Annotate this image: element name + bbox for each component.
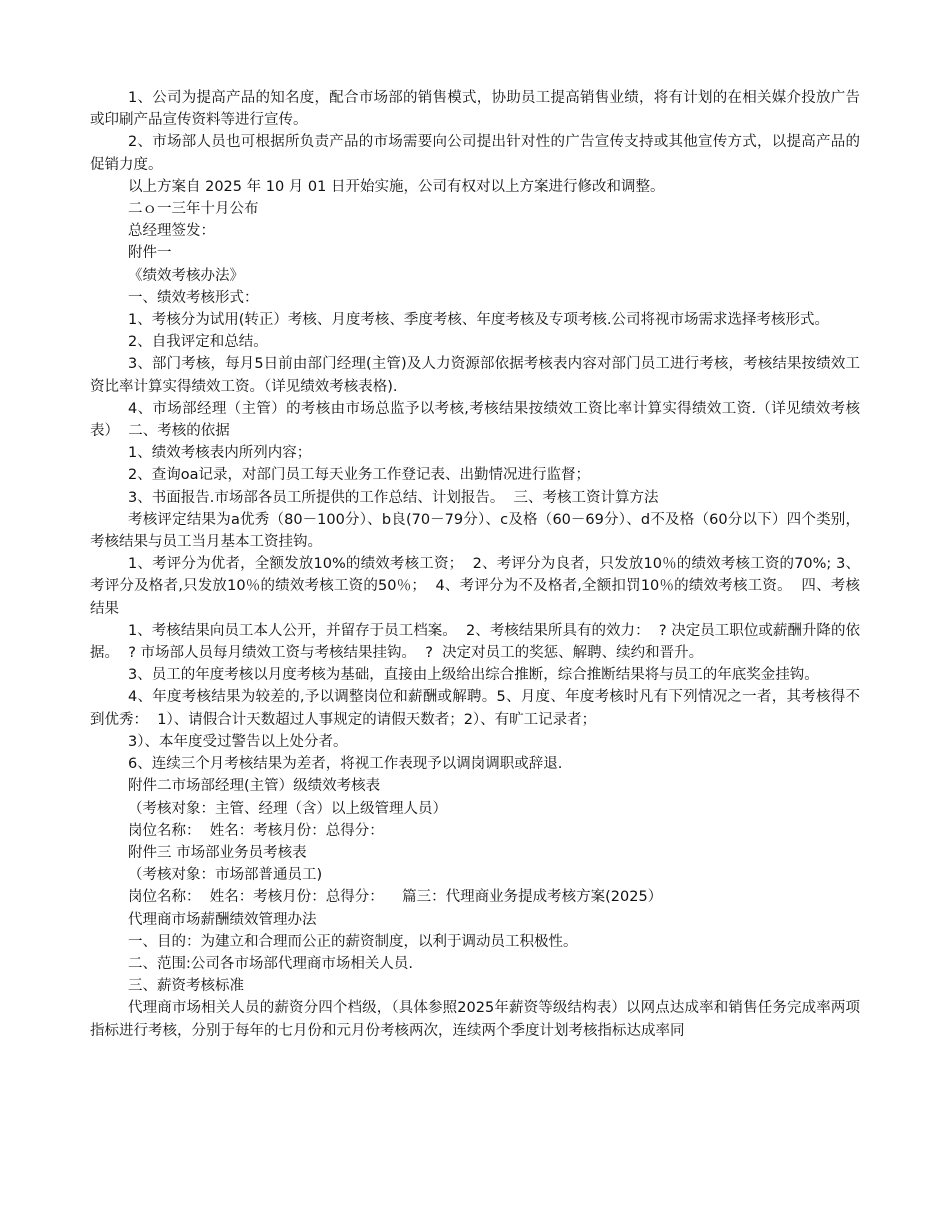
paragraph: 3、书面报告.市场部各员工所提供的工作总结、计划报告。 三、考核工资计算方法 [128, 489, 659, 506]
paragraph: 代理商市场相关人员的薪资分四个档级，（具体参照2025年薪资等级结构表）以网点达成率和销售任务完成率两项指标进行考核，分别于每年的七月份和元月份考核两次，连续两个季度计划考核指标达成率同 [90, 1000, 860, 1039]
paragraph: 6、连续三个月考核结果为差者，将视工作表现予以调岗调职或辞退. [128, 756, 563, 773]
paragraph: 《绩效考核办法》 [128, 267, 244, 284]
paragraph: 2、查询oa记录，对部门员工每天业务工作登记表、出勤情况进行监督； [128, 467, 590, 484]
paragraph: 岗位名称： 姓名：考核月份：总得分： 篇三：代理商业务提成考核方案(2025） [128, 889, 663, 906]
paragraph: 1、考核分为试用(转正）考核、月度考核、季度考核、年度考核及专项考核.公司将视市场需求选择考核形式。 [128, 312, 829, 329]
paragraph: 一、绩效考核形式： [128, 289, 259, 306]
paragraph: 3、部门考核，每月5日前由部门经理(主管)及人力资源部依据考核表内容对部门员工进行考核，考核结果按绩效工资比率计算实得绩效工资。（详见绩效考核表格). [90, 356, 860, 395]
paragraph: 附件三 市场部业务员考核表 [128, 844, 307, 861]
paragraph: 以上方案自 2025 年 10 月 01 日开始实施，公司有权对以上方案进行修改和调整。 [128, 178, 665, 195]
paragraph: 4、年度考核结果为较差的,予以调整岗位和薪酬或解聘。5、月度、年度考核时凡有下列情况之一者，其考核得不到优秀： 1）、请假合计天数超过人事规定的请假天数者；2）、有旷工记录者； [90, 689, 860, 728]
paragraph: 1、考评分为优者，全额发放10%的绩效考核工资； 2、考评分为良者，只发放10％的绩效考核工资的70%; 3、考评分及格者,只发放10％的绩效考核工资的50％； 4、考评分为不及格者,全额扣罚10％的绩效考核工资。 四、考核结果 [90, 556, 860, 617]
paragraph: 4、市场部经理（主管）的考核由市场总监予以考核,考核结果按绩效工资比率计算实得绩效工资.（详见绩效考核表） 二、考核的依据 [90, 400, 860, 440]
paragraph: 3、员工的年度考核以月度考核为基础，直接由上级给出综合推断，综合推断结果将与员工的年底奖金挂钩。 [128, 667, 819, 684]
paragraph: 附件二市场部经理(主管）级绩效考核表 [128, 778, 381, 795]
paragraph: 3）、本年度受过警告以上处分者。 [128, 733, 348, 750]
paragraph: 附件一 [128, 245, 172, 262]
document-page [90, 87, 860, 1042]
paragraph: （考核对象：主管、经理（含）以上级管理人员） [128, 800, 447, 817]
paragraph: 岗位名称： 姓名：考核月份：总得分： [128, 822, 384, 839]
paragraph: 代理商市场薪酬绩效管理办法 [128, 911, 317, 928]
paragraph: 2、自我评定和总结。 [128, 334, 268, 351]
paragraph: 三、薪资考核标准 [128, 978, 244, 995]
paragraph: 1、考核结果向员工本人公开，并留存于员工档案。 2、考核结果所具有的效力： ? 决定员工职位或薪酬升降的依据。 ? 市场部人员每月绩效工资与考核结果挂钩。 ? 决定对员工的奖惩、解聘、续约和晋升。 [90, 622, 860, 662]
paragraph: 1、公司为提高产品的知名度，配合市场部的销售模式，协助员工提高销售业绩，将有计划的在相关媒介投放广告或印刷产品宣传资料等进行宣传。 [90, 90, 860, 129]
paragraph: 1、绩效考核表内所列内容； [128, 445, 312, 462]
paragraph: （考核对象：市场部普通员工) [128, 867, 323, 884]
paragraph: 二ｏ一三年十月公布 [128, 201, 259, 218]
paragraph: 2、市场部人员也可根据所负责产品的市场需要向公司提出针对性的广告宣传支持或其他宣传方式，以提高产品的促销力度。 [90, 134, 860, 173]
paragraph: 一、目的：为建立和合理而公正的薪资制度，以利于调动员工积极性。 [128, 933, 578, 950]
paragraph: 二、范围:公司各市场部代理商市场相关人员. [128, 955, 413, 972]
paragraph: 总经理签发： [128, 223, 215, 240]
paragraph: 考核评定结果为a优秀（80－100分）、b良(70－79分）、c及格（60－69分）、d不及格（60分以下）四个类别，考核结果与员工当月基本工资挂钩。 [90, 511, 860, 551]
